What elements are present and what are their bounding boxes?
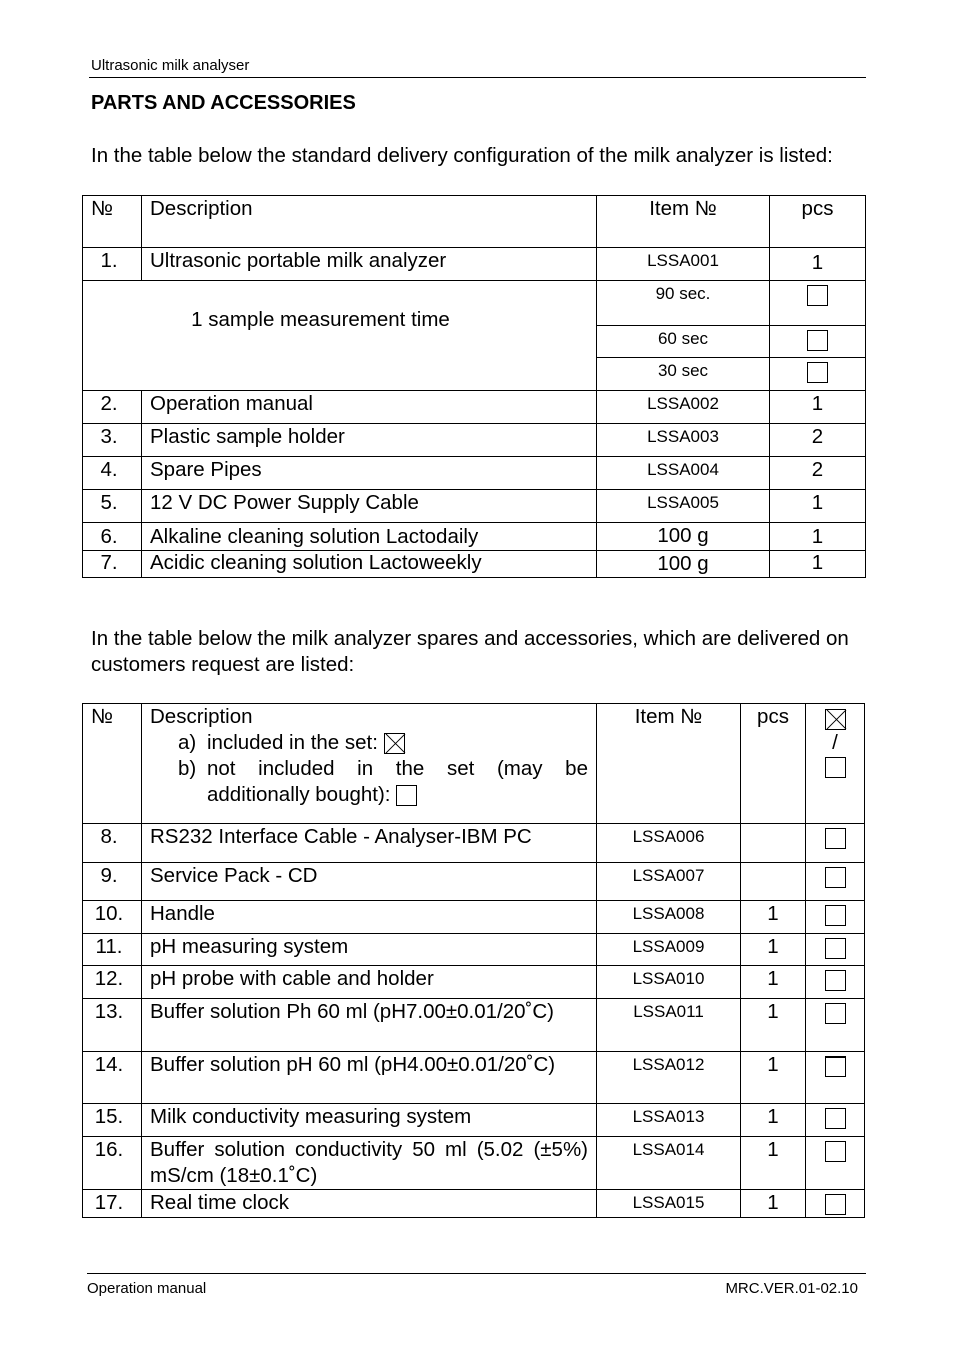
table-row — [83, 523, 866, 551]
row-item-number: LSSA008 — [597, 901, 741, 934]
row-description: Service Pack - CD — [142, 863, 597, 901]
row-num: 12. — [83, 966, 142, 999]
legend-included — [150, 730, 588, 756]
row-description: Acidic cleaning solution Lactoweekly — [142, 551, 597, 578]
row-checkbox[interactable] — [825, 1003, 846, 1024]
footer-right: MRC.VER.01-02.10 — [725, 1280, 858, 1297]
table-row — [83, 391, 866, 424]
legend-a-text: included in the set: — [207, 731, 378, 754]
checkbox-30-sec[interactable] — [807, 362, 828, 383]
empty-box-icon — [825, 757, 846, 778]
row-description: RS232 Interface Cable - Analyser-IBM PC — [142, 824, 597, 863]
row-num: 7. — [83, 551, 142, 578]
standard-delivery-table — [82, 195, 866, 578]
row-num: 3. — [83, 424, 142, 457]
checked-box-icon — [384, 733, 405, 754]
section-title: PARTS AND ACCESSORIES — [91, 92, 356, 114]
header-slash: / — [832, 731, 838, 754]
table-row — [83, 1190, 865, 1218]
row-num: 5. — [83, 490, 142, 523]
row-num: 8. — [83, 824, 142, 863]
header-num: № — [83, 196, 142, 248]
row-pcs: 1 — [770, 523, 866, 551]
legend-a-label: a) — [178, 731, 197, 754]
row-description: Buffer solution pH 60 ml (pH4.00±0.01/20˚C) — [142, 1052, 597, 1104]
table-row — [83, 490, 866, 523]
row-pcs: 1 — [741, 1052, 806, 1104]
table-row — [83, 424, 866, 457]
table-row — [83, 1104, 865, 1137]
table-header-row — [83, 196, 866, 248]
row-num: 15. — [83, 1104, 142, 1137]
row-num: 9. — [83, 863, 142, 901]
row-item-number: LSSA010 — [597, 966, 741, 999]
legend-b-label: b) — [178, 757, 197, 780]
measurement-time-label: 1 sample measurement time — [83, 281, 597, 391]
measurement-option-60: 60 sec — [597, 326, 770, 358]
row-checkbox[interactable] — [825, 867, 846, 888]
header-num: № — [83, 704, 142, 824]
row-num: 1. — [83, 248, 142, 281]
table-row — [83, 457, 866, 490]
row-num: 4. — [83, 457, 142, 490]
header-status-cell — [806, 704, 865, 824]
table-header-row — [83, 704, 865, 824]
row-pcs: 1 — [741, 901, 806, 934]
row-item-number: LSSA014 — [597, 1137, 741, 1190]
row-checkbox[interactable] — [825, 1194, 846, 1215]
row-description: Milk conductivity measuring system — [142, 1104, 597, 1137]
intro-paragraph-accessories: In the table below the milk analyzer spares and accessories, which are delivered on customers request are listed: — [91, 627, 849, 676]
header-pcs: pcs — [770, 196, 866, 248]
row-num: 17. — [83, 1190, 142, 1218]
table-row — [83, 248, 866, 281]
row-num: 11. — [83, 934, 142, 966]
row-checkbox[interactable] — [825, 1141, 846, 1162]
row-item-number: LSSA002 — [597, 391, 770, 424]
row-num: 10. — [83, 901, 142, 934]
row-pcs — [741, 824, 806, 863]
row-description: 12 V DC Power Supply Cable — [142, 490, 597, 523]
row-item-number: LSSA004 — [597, 457, 770, 490]
row-pcs: 1 — [741, 1137, 806, 1190]
table-row — [83, 1137, 865, 1190]
page-header: Ultrasonic milk analyser — [91, 57, 250, 74]
row-item-number: LSSA013 — [597, 1104, 741, 1137]
row-pcs: 2 — [770, 457, 866, 490]
header-pcs: pcs — [741, 704, 806, 824]
row-description: pH probe with cable and holder — [142, 966, 597, 999]
row-pcs: 1 — [741, 1104, 806, 1137]
row-description: Ultrasonic portable milk analyzer — [142, 248, 597, 281]
table-row — [83, 551, 866, 578]
row-item-number: LSSA006 — [597, 824, 741, 863]
row-pcs: 1 — [770, 248, 866, 281]
row-pcs: 1 — [741, 1190, 806, 1218]
row-checkbox[interactable] — [825, 938, 846, 959]
row-item-number: LSSA011 — [597, 999, 741, 1052]
checkbox-90-sec[interactable] — [807, 285, 828, 306]
table-row — [83, 999, 865, 1052]
row-pcs: 1 — [741, 999, 806, 1052]
row-pcs — [741, 863, 806, 901]
row-description: Buffer solution Ph 60 ml (pH7.00±0.01/20˚C) — [142, 999, 597, 1052]
row-num: 6. — [83, 523, 142, 551]
row-item-number: LSSA009 — [597, 934, 741, 966]
row-item-number: LSSA012 — [597, 1052, 741, 1104]
header-description-cell — [142, 704, 597, 824]
row-description: Handle — [142, 901, 597, 934]
checked-box-icon — [825, 709, 846, 730]
row-pcs: 1 — [741, 966, 806, 999]
table-row — [83, 863, 865, 901]
row-checkbox[interactable] — [825, 905, 846, 926]
checkbox-60-sec[interactable] — [807, 330, 828, 351]
row-item-number: 100 g — [597, 551, 770, 578]
table-row — [83, 1052, 865, 1104]
measurement-time-row — [83, 281, 866, 326]
row-pcs: 1 — [741, 934, 806, 966]
row-pcs: 1 — [770, 490, 866, 523]
row-item-number: LSSA007 — [597, 863, 741, 901]
row-num: 16. — [83, 1137, 142, 1190]
row-description: Real time clock — [142, 1190, 597, 1218]
row-item-number: LSSA001 — [597, 248, 770, 281]
row-pcs: 1 — [770, 391, 866, 424]
footer-divider — [87, 1273, 866, 1274]
row-description: Operation manual — [142, 391, 597, 424]
legend-not-included — [150, 756, 588, 808]
row-checkbox[interactable] — [825, 1056, 846, 1077]
row-pcs: 1 — [770, 551, 866, 578]
intro-paragraph-standard: In the table below the standard delivery configuration of the milk analyzer is listed: — [91, 144, 833, 167]
row-num: 14. — [83, 1052, 142, 1104]
row-item-number: LSSA015 — [597, 1190, 741, 1218]
empty-box-icon — [396, 785, 417, 806]
row-description: Alkaline cleaning solution Lactodaily — [142, 523, 597, 551]
row-item-number: 100 g — [597, 523, 770, 551]
legend-b-text: not included in the set (may be additionally bought): — [207, 757, 588, 806]
row-item-number: LSSA003 — [597, 424, 770, 457]
measurement-option-30: 30 sec — [597, 358, 770, 391]
row-description: Spare Pipes — [142, 457, 597, 490]
row-pcs: 2 — [770, 424, 866, 457]
table-row — [83, 901, 865, 934]
accessories-table — [82, 703, 865, 1218]
table-row — [83, 966, 865, 999]
header-description: Description — [150, 705, 253, 728]
row-description: Buffer solution conductivity 50 ml (5.02 (±5%) mS/cm (18±0.1˚C) — [142, 1137, 597, 1190]
row-checkbox[interactable] — [825, 828, 846, 849]
header-item-number: Item № — [597, 196, 770, 248]
row-description: Plastic sample holder — [142, 424, 597, 457]
row-num: 13. — [83, 999, 142, 1052]
row-checkbox[interactable] — [825, 970, 846, 991]
table-row — [83, 824, 865, 863]
header-divider — [89, 77, 866, 78]
header-description: Description — [142, 196, 597, 248]
row-checkbox[interactable] — [825, 1108, 846, 1129]
table-row — [83, 934, 865, 966]
header-item-number: Item № — [597, 704, 741, 824]
row-num: 2. — [83, 391, 142, 424]
row-description: pH measuring system — [142, 934, 597, 966]
footer-left: Operation manual — [87, 1280, 207, 1297]
row-item-number: LSSA005 — [597, 490, 770, 523]
measurement-option-90: 90 sec. — [597, 281, 770, 326]
